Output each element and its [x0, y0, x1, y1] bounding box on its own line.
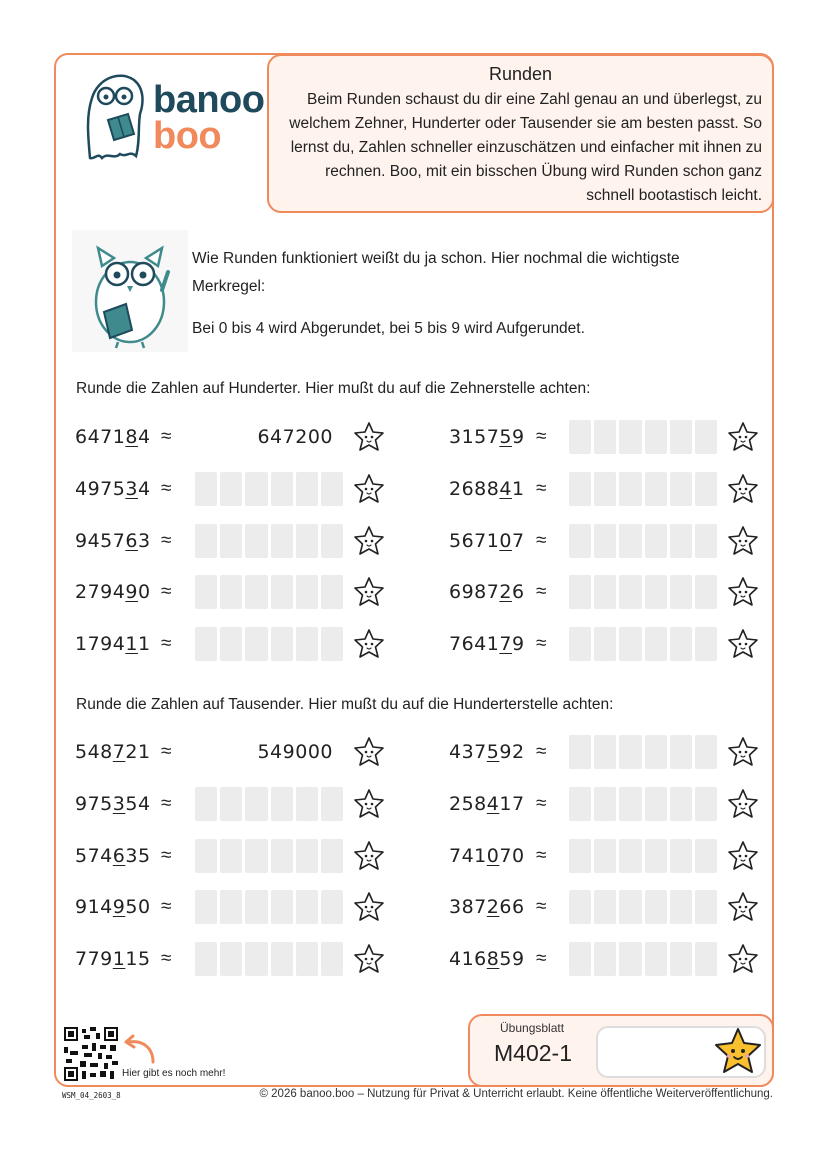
- intro-text: Beim Runden schaust du dir eine Zahl genau an und überlegst, zu welchem Zehner, Hunderter oder Tausender sie am besten passt. So lernst du, Zahlen schneller einzuschätzen und einfacher mit ihnen zu rechnen. Boo, mit ein bisschen Übung wird Runden schon ganz schnell bootastisch leicht.: [289, 91, 762, 204]
- answer-input-boxes[interactable]: [569, 524, 717, 558]
- digit-box[interactable]: [569, 472, 591, 506]
- number-tail: 54: [125, 792, 151, 815]
- approx-sign: ≈: [536, 792, 547, 814]
- exercise-row: [0, 890, 827, 926]
- number-lead: 3157: [449, 426, 500, 448]
- digit-box[interactable]: [619, 839, 641, 873]
- ghost-mascot-icon: [78, 66, 153, 164]
- number-key-digit: 4: [499, 477, 512, 500]
- answer-input-boxes[interactable]: [569, 472, 717, 506]
- number-tail: 7: [511, 529, 525, 552]
- exercise-row: [0, 839, 827, 875]
- number-tail: 66: [499, 896, 525, 919]
- approx-sign: ≈: [536, 741, 547, 762]
- number-tail: 70: [499, 844, 525, 867]
- approx-sign: ≈: [536, 948, 547, 970]
- gold-star-icon: [712, 1026, 764, 1076]
- number-tail: 1: [511, 477, 525, 500]
- hint-text: Wie Runden funktioniert weißt du ja schon. Hier nochmal die wichtigste Merkregel:: [192, 250, 680, 295]
- exercise-number: [449, 530, 525, 552]
- sheet-id-panel: [468, 1014, 774, 1087]
- number-lead: 258: [449, 792, 487, 815]
- approx-sign: ≈: [161, 896, 172, 918]
- digit-box[interactable]: [670, 735, 692, 769]
- digit-box[interactable]: [645, 839, 667, 873]
- star-icon[interactable]: [726, 891, 760, 923]
- number-tail: 4: [137, 426, 151, 448]
- digit-box[interactable]: [569, 575, 591, 609]
- number-lead: 779: [75, 948, 113, 971]
- digit-box[interactable]: [670, 942, 692, 976]
- digit-box[interactable]: [619, 942, 641, 976]
- digit-box[interactable]: [569, 942, 591, 976]
- number-key-digit: 3: [125, 477, 138, 500]
- number-tail: 3: [137, 529, 151, 552]
- number-lead: 1794: [75, 633, 126, 656]
- digit-box[interactable]: [619, 735, 641, 769]
- exercise-number: [449, 845, 525, 867]
- number-tail: 21: [125, 741, 151, 763]
- exercise-row: [0, 942, 827, 978]
- number-key-digit: 5: [486, 741, 500, 763]
- digit-box[interactable]: [670, 787, 692, 821]
- number-key-digit: 0: [499, 529, 512, 552]
- owl-icon: [72, 230, 188, 352]
- number-lead: 914: [75, 896, 113, 919]
- digit-box[interactable]: [619, 524, 641, 558]
- number-lead: 5671: [449, 529, 500, 552]
- answer-input-boxes[interactable]: [569, 942, 717, 976]
- number-key-digit: 8: [125, 426, 138, 448]
- approx-sign: ≈: [536, 529, 547, 551]
- digit-box[interactable]: [645, 787, 667, 821]
- rounding-rule: Bei 0 bis 4 wird Abgerundet, bei 5 bis 9 wird Aufgerundet.: [192, 320, 585, 337]
- qr-code-icon[interactable]: [64, 1027, 118, 1081]
- answer-input-boxes[interactable]: [569, 890, 717, 924]
- number-key-digit: 9: [112, 896, 126, 919]
- section-instruction: Runde die Zahlen auf Hunderter. Hier mußt du auf die Zehnerstelle achten:: [76, 380, 591, 397]
- digit-box[interactable]: [619, 787, 641, 821]
- number-key-digit: 5: [499, 426, 512, 448]
- approx-sign: ≈: [161, 741, 172, 762]
- star-icon[interactable]: [726, 840, 760, 872]
- rule-hint: [192, 245, 752, 343]
- number-lead: 2688: [449, 477, 500, 500]
- exercise-number: [449, 741, 525, 763]
- approx-sign: ≈: [161, 792, 172, 814]
- section-instruction: Runde die Zahlen auf Tausender. Hier mußt du auf die Hunderterstelle achten:: [76, 696, 614, 713]
- digit-box[interactable]: [645, 575, 667, 609]
- exercise-row: [0, 627, 827, 663]
- number-key-digit: 1: [125, 633, 138, 656]
- qr-caption: Hier gibt es noch mehr!: [122, 1068, 226, 1079]
- digit-box[interactable]: [594, 420, 616, 454]
- number-key-digit: 4: [486, 792, 500, 815]
- star-icon[interactable]: [726, 576, 760, 608]
- number-key-digit: 6: [125, 529, 138, 552]
- exercise-number: [449, 478, 525, 500]
- digit-box[interactable]: [569, 890, 591, 924]
- owl-mascot: [72, 230, 188, 352]
- digit-box[interactable]: [645, 472, 667, 506]
- number-key-digit: 0: [486, 844, 500, 867]
- digit-box[interactable]: [645, 627, 667, 661]
- approx-sign: ≈: [536, 633, 547, 655]
- exercise-row: [0, 472, 827, 508]
- number-key-digit: 7: [112, 741, 126, 763]
- number-lead: 6987: [449, 581, 500, 604]
- number-tail: 15: [125, 948, 151, 971]
- digit-box[interactable]: [594, 890, 616, 924]
- worksheet-title: Runden: [488, 64, 553, 84]
- star-icon[interactable]: [726, 525, 760, 557]
- digit-box[interactable]: [594, 787, 616, 821]
- exercise-number: [449, 633, 525, 655]
- approx-sign: ≈: [161, 426, 172, 447]
- approx-sign: ≈: [161, 477, 172, 499]
- exercise-number: [449, 426, 525, 448]
- digit-box[interactable]: [594, 942, 616, 976]
- digit-box[interactable]: [695, 839, 717, 873]
- digit-box[interactable]: [569, 420, 591, 454]
- approx-sign: ≈: [536, 477, 547, 499]
- digit-box[interactable]: [695, 890, 717, 924]
- example-answer: 647200: [257, 426, 333, 448]
- digit-box[interactable]: [695, 575, 717, 609]
- exercise-row: [0, 787, 827, 823]
- exercise-row: [0, 524, 827, 560]
- number-tail: 9: [511, 633, 525, 656]
- copyright-notice: © 2026 banoo.boo – Nutzung für Privat & Unterricht erlaubt. Keine öffentliche Weiterveröffentlichung.: [259, 1088, 773, 1100]
- digit-box[interactable]: [695, 524, 717, 558]
- digit-box[interactable]: [594, 472, 616, 506]
- number-lead: 437: [449, 741, 487, 763]
- number-tail: 59: [499, 948, 525, 971]
- worksheet-code: WSM_04_2603_8: [62, 1091, 121, 1100]
- star-icon[interactable]: [726, 473, 760, 505]
- number-lead: 7641: [449, 633, 500, 656]
- digit-box[interactable]: [695, 472, 717, 506]
- digit-box[interactable]: [695, 735, 717, 769]
- exercise-number: [449, 948, 525, 970]
- number-tail: 0: [137, 581, 151, 604]
- number-key-digit: 2: [486, 896, 500, 919]
- number-tail: 6: [511, 581, 525, 604]
- digit-box[interactable]: [670, 627, 692, 661]
- digit-box[interactable]: [569, 627, 591, 661]
- exercise-row: [0, 735, 827, 771]
- digit-box[interactable]: [670, 575, 692, 609]
- number-key-digit: 2: [499, 581, 512, 604]
- number-key-digit: 9: [125, 581, 138, 604]
- number-lead: 6471: [75, 426, 126, 448]
- digit-box[interactable]: [619, 627, 641, 661]
- number-lead: 548: [75, 741, 113, 763]
- number-key-digit: 1: [112, 948, 126, 971]
- approx-sign: ≈: [161, 948, 172, 970]
- digit-box[interactable]: [695, 787, 717, 821]
- digit-box[interactable]: [569, 735, 591, 769]
- digit-box[interactable]: [594, 735, 616, 769]
- digit-box[interactable]: [569, 524, 591, 558]
- digit-box[interactable]: [569, 787, 591, 821]
- number-key-digit: 3: [112, 792, 126, 815]
- number-key-digit: 6: [112, 844, 126, 867]
- exercise-number: [449, 896, 525, 918]
- answer-input-boxes[interactable]: [569, 575, 717, 609]
- digit-box[interactable]: [619, 890, 641, 924]
- answer-input-boxes[interactable]: [569, 420, 717, 454]
- sheet-label: Übungsblatt: [500, 1021, 565, 1035]
- brand-logo: [78, 66, 265, 166]
- digit-box[interactable]: [695, 420, 717, 454]
- number-tail: 4: [137, 477, 151, 500]
- number-key-digit: 8: [486, 948, 500, 971]
- number-tail: 1: [137, 633, 151, 656]
- number-tail: 9: [511, 426, 525, 448]
- number-lead: 2794: [75, 581, 126, 604]
- answer-input-boxes[interactable]: [569, 735, 717, 769]
- example-answer: 549000: [257, 741, 333, 763]
- star-icon[interactable]: [726, 421, 760, 453]
- digit-box[interactable]: [670, 420, 692, 454]
- reward-slot: [596, 1026, 766, 1078]
- digit-box[interactable]: [569, 839, 591, 873]
- star-icon[interactable]: [726, 736, 760, 768]
- star-icon[interactable]: [726, 628, 760, 660]
- approx-sign: ≈: [161, 844, 172, 866]
- sheet-id: M402-1: [494, 1040, 572, 1066]
- digit-box[interactable]: [594, 839, 616, 873]
- digit-box[interactable]: [670, 890, 692, 924]
- answer-input-boxes[interactable]: [569, 839, 717, 873]
- number-key-digit: 7: [499, 633, 512, 656]
- digit-box[interactable]: [594, 575, 616, 609]
- digit-box[interactable]: [645, 735, 667, 769]
- number-lead: 416: [449, 948, 487, 971]
- number-tail: 35: [125, 844, 151, 867]
- digit-box[interactable]: [594, 627, 616, 661]
- digit-box[interactable]: [695, 942, 717, 976]
- exercise-row: [0, 420, 827, 456]
- number-lead: 741: [449, 844, 487, 867]
- number-tail: 92: [499, 741, 525, 763]
- star-icon[interactable]: [726, 788, 760, 820]
- number-lead: 9457: [75, 529, 126, 552]
- digit-box[interactable]: [670, 524, 692, 558]
- number-lead: 4975: [75, 477, 126, 500]
- exercise-row: [0, 575, 827, 611]
- exercise-number: [449, 793, 525, 815]
- answer-input-boxes[interactable]: [569, 787, 717, 821]
- number-tail: 50: [125, 896, 151, 919]
- digit-box[interactable]: [670, 839, 692, 873]
- digit-box[interactable]: [619, 472, 641, 506]
- digit-box[interactable]: [645, 420, 667, 454]
- approx-sign: ≈: [536, 896, 547, 918]
- number-tail: 17: [499, 792, 525, 815]
- brand-name-line2: boo: [153, 115, 222, 157]
- brand-name-line1: banoo: [153, 79, 265, 121]
- intro-panel: [267, 54, 774, 213]
- exercise-number: [449, 581, 525, 603]
- digit-box[interactable]: [619, 420, 641, 454]
- number-lead: 975: [75, 792, 113, 815]
- star-icon[interactable]: [726, 943, 760, 975]
- digit-box[interactable]: [645, 890, 667, 924]
- approx-sign: ≈: [161, 581, 172, 603]
- approx-sign: ≈: [536, 581, 547, 603]
- number-lead: 387: [449, 896, 487, 919]
- approx-sign: ≈: [161, 633, 172, 655]
- digit-box[interactable]: [645, 524, 667, 558]
- digit-box[interactable]: [619, 575, 641, 609]
- digit-box[interactable]: [594, 524, 616, 558]
- digit-box[interactable]: [670, 472, 692, 506]
- approx-sign: ≈: [161, 529, 172, 551]
- arrow-icon: [121, 1032, 161, 1066]
- answer-input-boxes[interactable]: [569, 627, 717, 661]
- digit-box[interactable]: [645, 942, 667, 976]
- approx-sign: ≈: [536, 844, 547, 866]
- number-lead: 574: [75, 844, 113, 867]
- digit-box[interactable]: [695, 627, 717, 661]
- approx-sign: ≈: [536, 426, 547, 447]
